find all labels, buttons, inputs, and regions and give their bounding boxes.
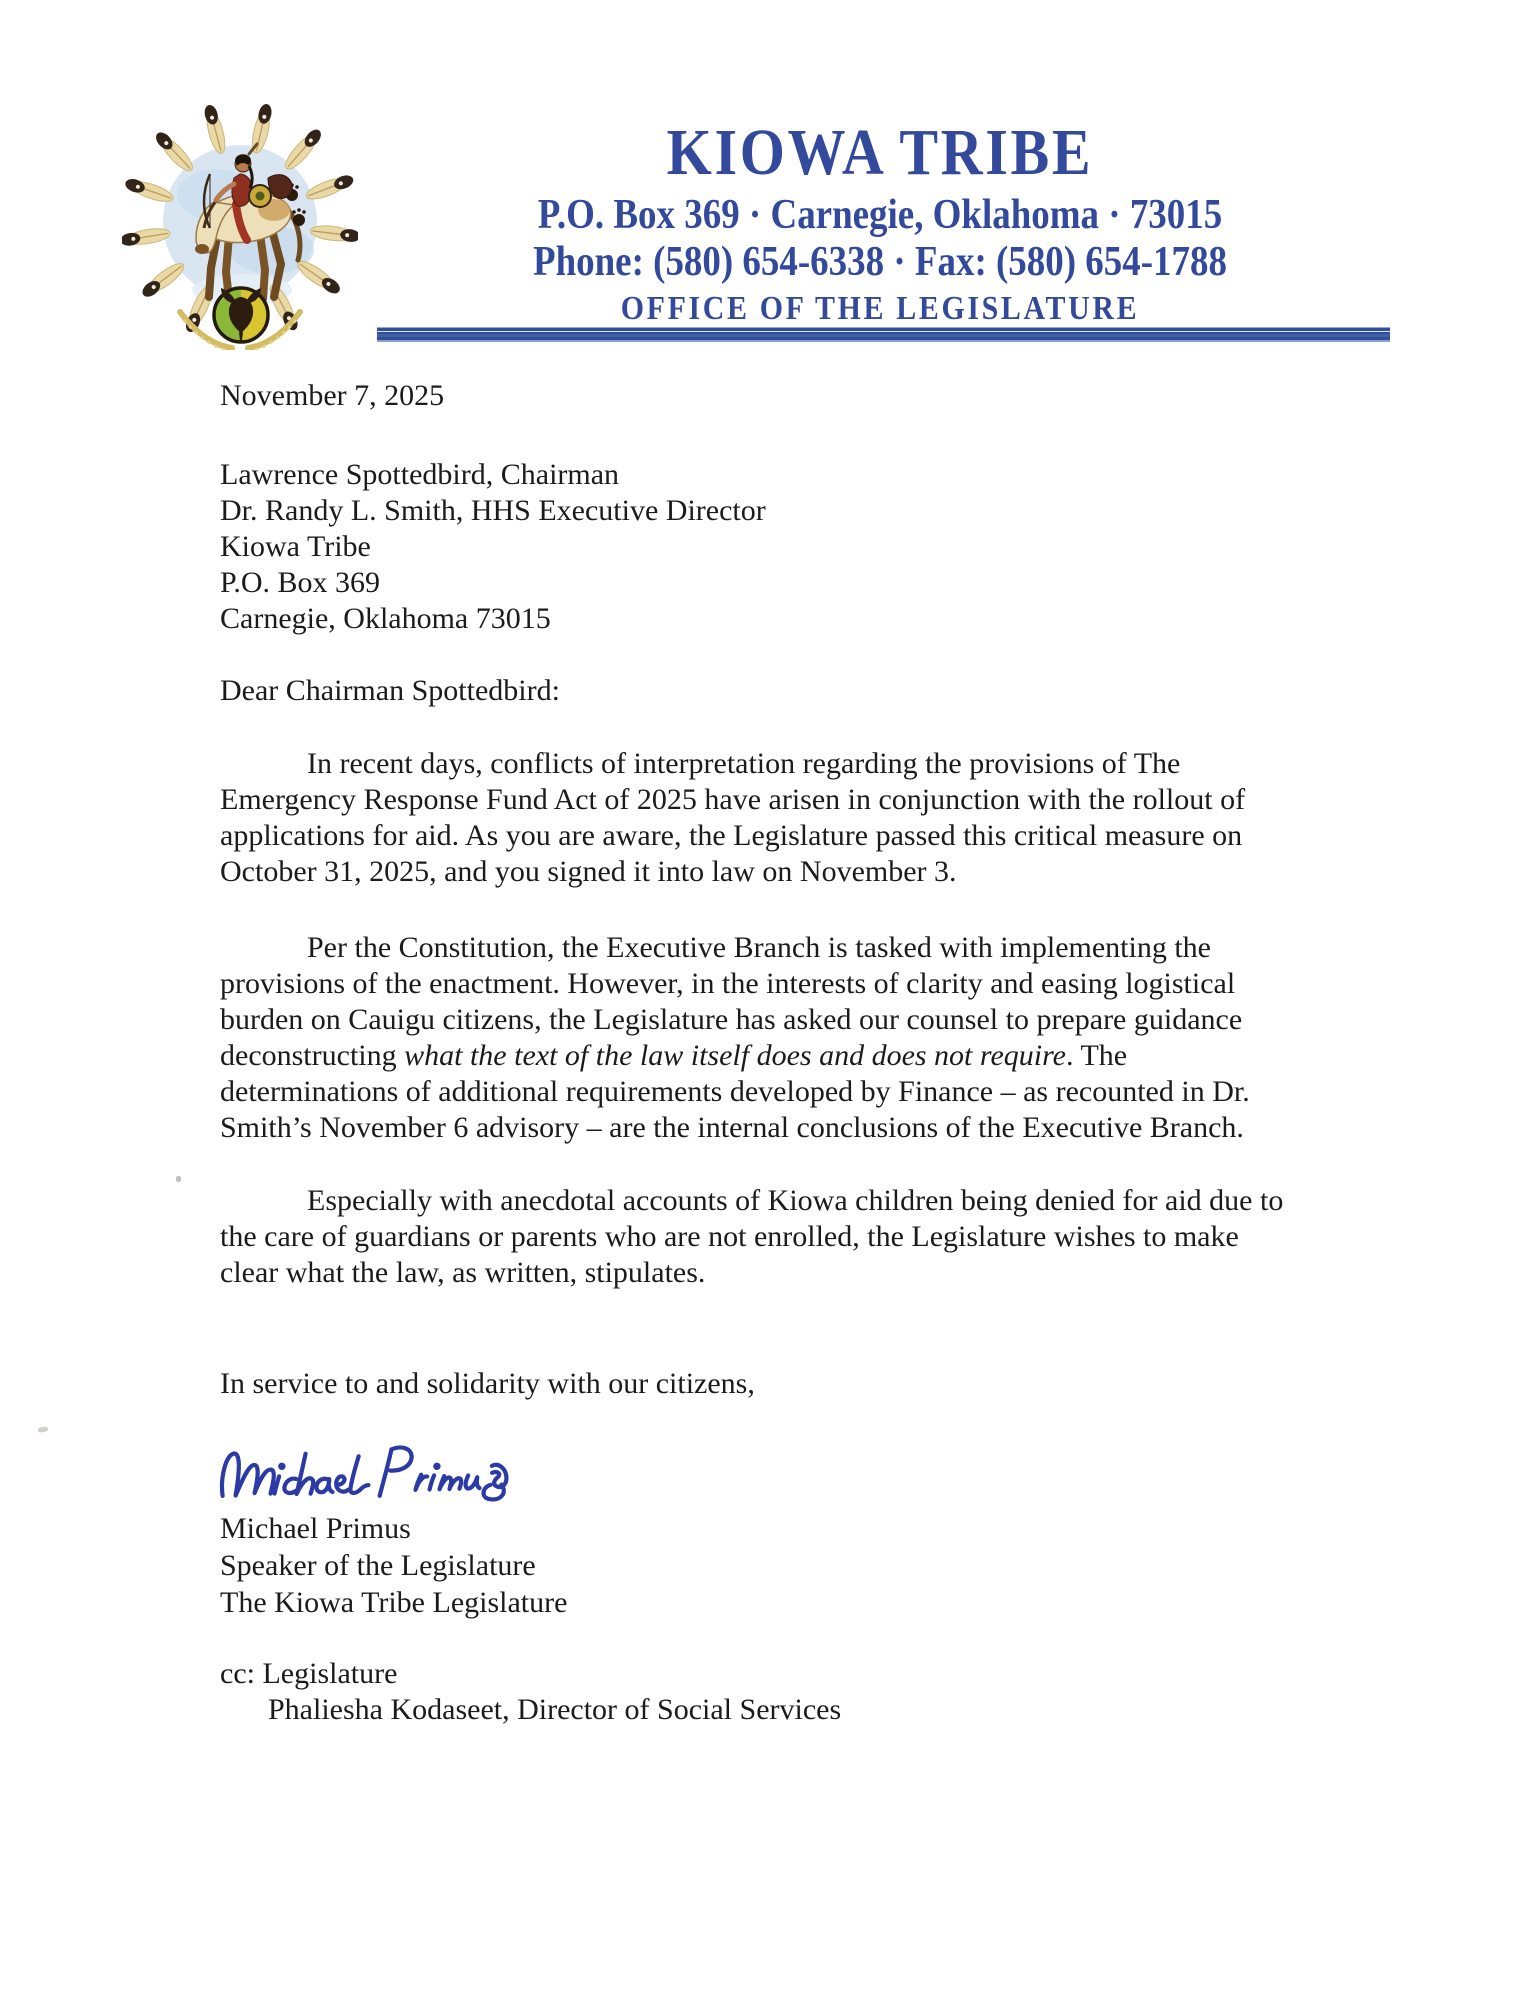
recipient-line: Dr. Randy L. Smith, HHS Executive Director bbox=[220, 494, 766, 527]
scan-speck bbox=[38, 1426, 49, 1432]
letter-body bbox=[220, 378, 1480, 1728]
kiowa-tribal-seal-icon bbox=[122, 100, 358, 350]
paragraph-3: Especially with anecdotal accounts of Kiowa children being denied for aid due to the care of guardians or parents who are not enrolled, the Legislature wishes to make clear what the law, as written, stipulates. bbox=[220, 1184, 1284, 1289]
letterhead-address: P.O. Box 369 · Carnegie, Oklahoma · 73015 bbox=[537, 192, 1223, 238]
italic-law-phrase: what the text of the law itself does and does not require bbox=[404, 1039, 1066, 1072]
letterhead bbox=[431, 116, 1329, 330]
sender-name: Michael Primus bbox=[220, 1512, 411, 1545]
salutation: Dear Chairman Spottedbird: bbox=[220, 674, 560, 707]
recipient-block bbox=[220, 457, 1480, 637]
scan-speck bbox=[176, 1176, 181, 1182]
cc-name: Phaliesha Kodaseet, Director of Social Services bbox=[268, 1693, 842, 1726]
closing-line: In service to and solidarity with our citizens, bbox=[220, 1367, 755, 1400]
cc-label: cc: Legislature bbox=[220, 1657, 398, 1690]
letterhead-rule bbox=[377, 327, 1390, 342]
letterhead-office: OFFICE OF THE LEGISLATURE bbox=[620, 290, 1140, 327]
sender-title: Speaker of the Legislature bbox=[220, 1549, 536, 1582]
sender-block bbox=[220, 1510, 1480, 1621]
paragraph-1: In recent days, conflicts of interpretation regarding the provisions of The Emergency Response Fund Act of 2025 have arisen in conjunction with the rollout of applications for aid. As you are aware, the Legislature passed this critical measure on October 31, 2025, and you signed it into law on November 3. bbox=[220, 747, 1246, 888]
sender-org: The Kiowa Tribe Legislature bbox=[220, 1586, 568, 1619]
org-name: KIOWA TRIBE bbox=[666, 116, 1094, 189]
recipient-line: Lawrence Spottedbird, Chairman bbox=[220, 458, 620, 491]
recipient-line: P.O. Box 369 bbox=[220, 566, 381, 599]
date-line: November 7, 2025 bbox=[220, 379, 445, 412]
cc-block bbox=[220, 1656, 1480, 1728]
paragraph-2: Per the Constitution, the Executive Branch is tasked with implementing the provisions of the enactment. However, in the interests of clarity and easing logistical burden on Cauigu citizens, the Legislature has asked our counsel to prepare guidance deconstructing what the text of the law itself does and does not require. The determinations of additional requirements developed by Finance – as recounted in Dr. Smith’s November 6 advisory – are the internal conclusions of the Executive Branch. bbox=[220, 931, 1250, 1144]
recipient-line: Carnegie, Oklahoma 73015 bbox=[220, 602, 551, 635]
signature-image bbox=[216, 1430, 1480, 1510]
letterhead-phone-fax: Phone: (580) 654-6338 · Fax: (580) 654-1788 bbox=[533, 239, 1227, 285]
recipient-line: Kiowa Tribe bbox=[220, 530, 371, 563]
